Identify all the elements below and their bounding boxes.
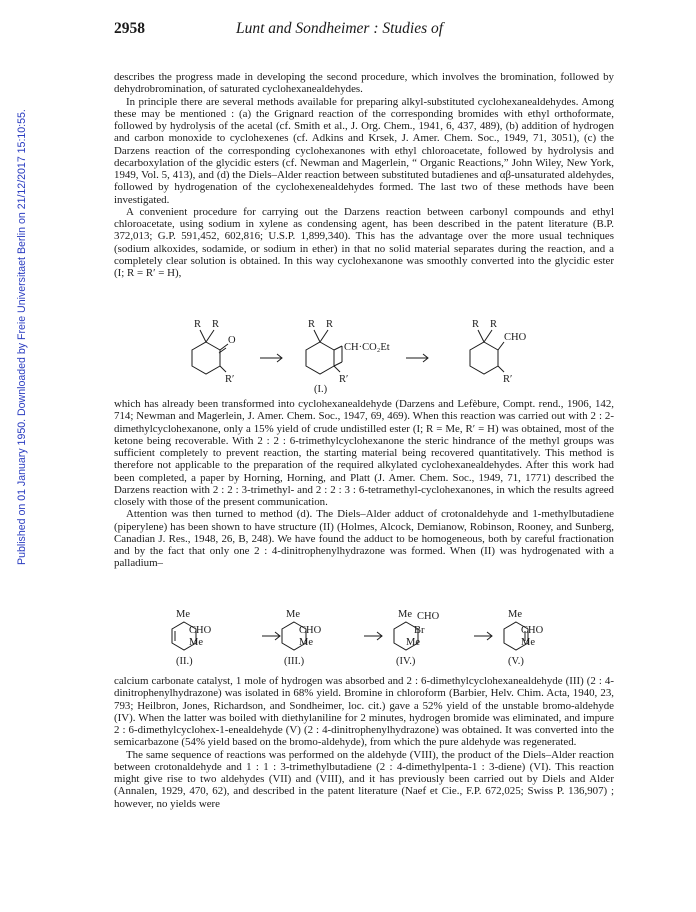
download-watermark (2, 109, 28, 570)
methyl-label: Me (286, 609, 300, 620)
methyl-label: Me (176, 609, 190, 620)
page-header (114, 20, 614, 42)
compound-label-ii: (II.) (176, 656, 193, 667)
substituent-r-prime: R′ (503, 374, 513, 385)
scheme-1-structures (114, 312, 614, 394)
scheme-2-structures (114, 606, 614, 670)
reaction-scheme-1 (114, 312, 614, 399)
methyl-label: Me (406, 637, 420, 648)
page-number: 2958 (114, 20, 145, 37)
compound-label-i: (I.) (314, 384, 328, 394)
watermark-text: Published on 01 January 1950. Downloaded by Freie Universitaet Berlin on 21/12/2017 15:10:55. (16, 109, 28, 565)
reaction-scheme-2 (114, 606, 614, 675)
aldehyde-group-label: CHO (504, 332, 527, 343)
compound-label-v: (V.) (508, 656, 524, 667)
substituent-r: R (308, 319, 316, 330)
methyl-label: Me (508, 609, 522, 620)
methyl-label: Me (189, 637, 203, 648)
substituent-r: R (490, 319, 498, 330)
aldehyde-group-label: CHO (417, 611, 440, 622)
running-title: Lunt and Sondheimer : Studies of (236, 20, 444, 37)
methyl-label: Me (398, 609, 412, 620)
methyl-label: Me (299, 637, 313, 648)
paragraph: describes the progress made in developing the second procedure, which involves the bromination, followed by dehydrobromination, of saturated cyclohexanealdehydes. (114, 71, 614, 96)
compound-label-iii: (III.) (284, 656, 305, 667)
aldehyde-group-label: CHO (521, 625, 544, 636)
body-text-block-1 (114, 71, 614, 279)
ester-group-label: CH·CO₂Et (344, 342, 390, 353)
oxo-label: O (228, 335, 236, 346)
methyl-label: Me (521, 637, 535, 648)
bromo-label: Br (414, 625, 425, 636)
paragraph: Attention was then turned to method (d). The Diels–Alder adduct of crotonaldehyde and 1-methylbutadiene (piperylene) has been shown to have structure (II) (Holmes, Alcock, Demianow, Robinson, Rooney, and Sunberg, Canadian J. Res., 1948, 26, B, 248). We have found the adduct to be homogeneous, both by careful fractionation and by the fact that only one 2 : 4-dinitrophenylhydrazone was formed. When (II) was hydrogenated with a palladium– (114, 508, 614, 570)
aldehyde-group-label: CHO (189, 625, 212, 636)
aldehyde-group-label: CHO (299, 625, 322, 636)
substituent-r: R (472, 319, 480, 330)
body-text-block-2 (114, 398, 614, 570)
body-text-block-3 (114, 675, 614, 810)
substituent-r-prime: R′ (339, 374, 349, 385)
substituent-r: R (326, 319, 334, 330)
paragraph: which has already been transformed into cyclohexanealdehyde (Darzens and Lefèbure, Compt. rend., 1906, 142, 714; Newman and Magerlein, J. Amer. Chem. Soc., 1947, 69, 469). When this reaction was carried out with 2 : 2-dimethylcyclohexanone, only a 15% yield of crude undistilled ester (I; R = Me, R′ = H) was obtained, most of the ketone being recoverable. With 2 : 2 : 6-trimethylcyclohexanone the steric hindrance of the methyl groups was sufficient completely to prevent reaction, the starting material being recovered quantitatively. This method is therefore not applicable to the preparation of the required alkylated cyclohexanealdehydes. After this work had been completed, a paper by Horning, Horning, and Platt (J. Amer. Chem. Soc., 1949, 71, 1771) described the Darzens reaction with 2 : 2 : 3-trimethyl- and 2 : 2 : 3 : 6-tetramethyl-cyclohexanones, in which the results agreed closely with those of the present communication. (114, 398, 614, 508)
substituent-r: R (194, 319, 202, 330)
paragraph: The same sequence of reactions was performed on the aldehyde (VIII), the product of the Diels–Alder reaction between crotonaldehyde and 1 : 1 : 3-trimethylbutadiene (2 : 4-dimethylpenta-1 : 3-diene) (VI). This reaction might give rise to two aldehydes (VII) and (VIII), and it has previously been carried out by Diels and Alder (Annalen, 1929, 470, 62), and described in the patent literature (Naef et Cie., F.P. 672,025; Swiss P. 136,907) ; however, no yields were (114, 748, 614, 810)
substituent-r: R (212, 319, 220, 330)
compound-label-iv: (IV.) (396, 656, 416, 667)
paragraph: calcium carbonate catalyst, 1 mole of hydrogen was absorbed and 2 : 6-dimethylcyclohexanealdehyde (III) (2 : 4-dinitrophenylhydrazone) was isolated in 68% yield. Bromine in chloroform (Barbier, Helv. Chim. Acta, 1940, 23, 793; Heilbron, Jones, Richardson, and Sondheimer, loc. cit.) gave a 52% yield of the unstable bromo-aldehyde (IV). When the latter was boiled with diethylaniline for 2 minutes, hydrogen bromide was eliminated, and impure 2 : 6-dimethylcyclohex-1-enealdehyde (V) (2 : 4-dinitrophenylhydrazone) was obtained. It was converted into the semicarbazone (54% yield based on the bromo-aldehyde), from which the pure aldehyde was regenerated. (114, 675, 614, 749)
paragraph: A convenient procedure for carrying out the Darzens reaction between carbonyl compounds and ethyl chloroacetate, using sodium in xylene as condensing agent, has been described in the patent literature (B.P. 372,013; G.P. 591,452, 602,816; U.S.P. 1,899,340). This has the advantage over the more usual techniques (sodium alkoxides, sodamide, or sodium in ether) in that no solid material separates during the reaction, and a completely clear solution is obtained. In this way cyclohexanone was smoothly converted into the glycidic ester (I; R = R′ = H), (114, 205, 614, 279)
paragraph: In principle there are several methods available for preparing alkyl-substituted cyclohexanealdehydes. Among these may be mentioned : (a) the Grignard reaction of the corresponding bromides with ethyl orthoformate, followed by hydrolysis of the acetal (cf. Smith et al., J. Org. Chem., 1941, 6, 437, 489), (b) addition of hydrogen and carbon monoxide to cyclohexenes (cf. Adkins and Krsek, J. Amer. Chem. Soc., 1949, 71, 3051), (c) the Darzens reaction of the corresponding cyclohexanones with ethyl chloroacetate, followed by hydrolysis and decarboxylation of the glycidic esters (cf. Newman and Magerlein, “ Organic Reactions,” John Wiley, New York, 1949, Vol. 5, 413), and (d) the Diels–Alder reaction between substituted butadienes and αβ-unsaturated aldehydes, followed by hydrogenation of the cyclohexenealdehydes formed. The last two of these methods have been investigated. (114, 95, 614, 206)
substituent-r-prime: R′ (225, 374, 235, 385)
